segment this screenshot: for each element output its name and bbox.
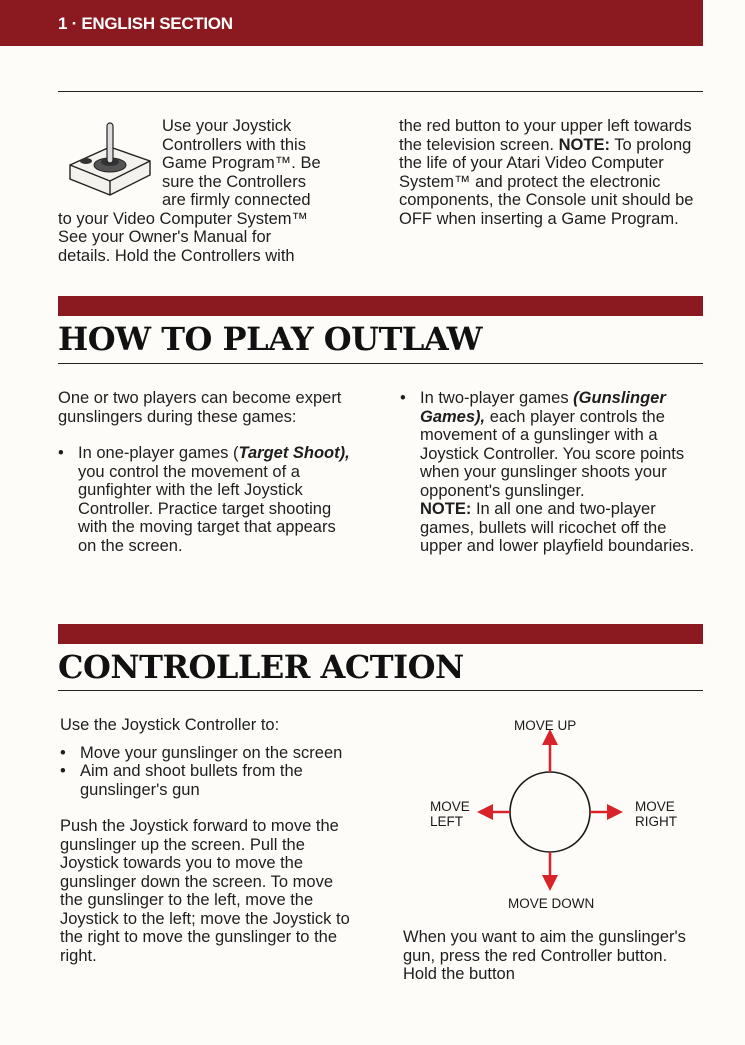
game-mode-name: (Gunslinger Games),: [420, 389, 666, 426]
joystick-direction-diagram: [425, 715, 695, 915]
how-to-play-intro: One or two players can become expert gunslingers during these games:: [58, 389, 342, 426]
note-label: NOTE:: [558, 135, 610, 154]
label-move-down: MOVE DOWN: [508, 896, 595, 911]
bullet-text: each player controls the movement of a gunslinger with a Joystick Controller. You score points when your gunslinger shoots your opponent's gunslinger.: [420, 407, 685, 500]
intro-line: Controllers with this: [162, 135, 306, 154]
section-band: [58, 296, 703, 316]
bullet-text: In two-player games: [420, 389, 574, 407]
bullet-text: you control the movement of a gunfighter with the left Joystick Controller. Practice target shooting with the moving target that appears on the screen.: [78, 462, 336, 555]
section-rule: [58, 363, 703, 364]
section-rule: [58, 690, 703, 691]
arrow-down-icon: [542, 875, 558, 891]
intro-line: details. Hold the Controllers with: [58, 246, 295, 265]
section-label: 1 · ENGLISH SECTION: [58, 14, 233, 33]
controller-body: Push the Joystick forward to move the gunslinger up the screen. Pull the Joystick towards you to move the gunslinger down the screen. To move the gunslinger to the left, move the Joystick to the left; move the Joystick to the right to move the gunslinger to the right.: [60, 817, 350, 965]
intro-right-text: the red button to your upper left towards the television screen.: [399, 117, 692, 154]
joystick-circle: [510, 772, 590, 852]
controller-action-left: [60, 716, 360, 965]
label-move-right: [635, 799, 677, 829]
note-text: In all one and two-player games, bullets will ricochet off the upper and lower playfield boundaries.: [420, 500, 695, 555]
label-move-up: MOVE UP: [514, 718, 577, 733]
section-band: [58, 624, 703, 644]
note-label: NOTE:: [420, 500, 472, 518]
intro-line: See your Owner's Manual for: [58, 228, 272, 246]
aim-text: When you want to aim the gunslinger's gun, press the red Controller button. Hold the button: [403, 928, 686, 983]
controller-intro: Use the Joystick Controller to:: [60, 716, 280, 734]
intro-line: Game Program™. Be: [162, 154, 321, 172]
intro-line: to your Video Computer System™: [58, 209, 309, 228]
label-line: MOVE: [635, 799, 675, 814]
how-to-play-left: [58, 389, 353, 555]
intro-line: sure the Controllers: [162, 172, 306, 191]
intro-line: are firmly connected: [162, 191, 311, 209]
arrow-right-icon: [607, 804, 623, 820]
top-rule: [58, 91, 703, 92]
list-item: • Move your gunslinger on the screen: [60, 744, 360, 763]
list-item: [400, 389, 695, 500]
label-move-left: [430, 799, 470, 829]
section-title-controller-action: CONTROLLER ACTION: [58, 648, 464, 686]
list-item: • Aim and shoot bullets from the gunslinger's gun: [60, 762, 360, 799]
label-line: RIGHT: [635, 814, 677, 829]
intro-right: [399, 117, 699, 228]
intro-note-text: To prolong the life of your Atari Video Computer System™ and protect the electronic components, the Console unit should be OFF when inserting a Game Program.: [399, 135, 694, 228]
joystick-icon: [64, 117, 156, 201]
label-line: MOVE: [430, 799, 470, 814]
list-item: [58, 444, 353, 555]
bullet-text: In one-player games (: [78, 444, 239, 462]
label-line: LEFT: [430, 814, 464, 829]
intro-line: Use your Joystick: [162, 117, 292, 135]
arrow-left-icon: [477, 804, 493, 820]
game-mode-name: Target Shoot),: [238, 444, 350, 462]
section-title-how-to-play: HOW TO PLAY OUTLAW: [58, 320, 483, 358]
how-to-play-right: [400, 389, 695, 556]
intro-left-indented: [162, 117, 362, 210]
intro-left-full: [58, 210, 358, 266]
